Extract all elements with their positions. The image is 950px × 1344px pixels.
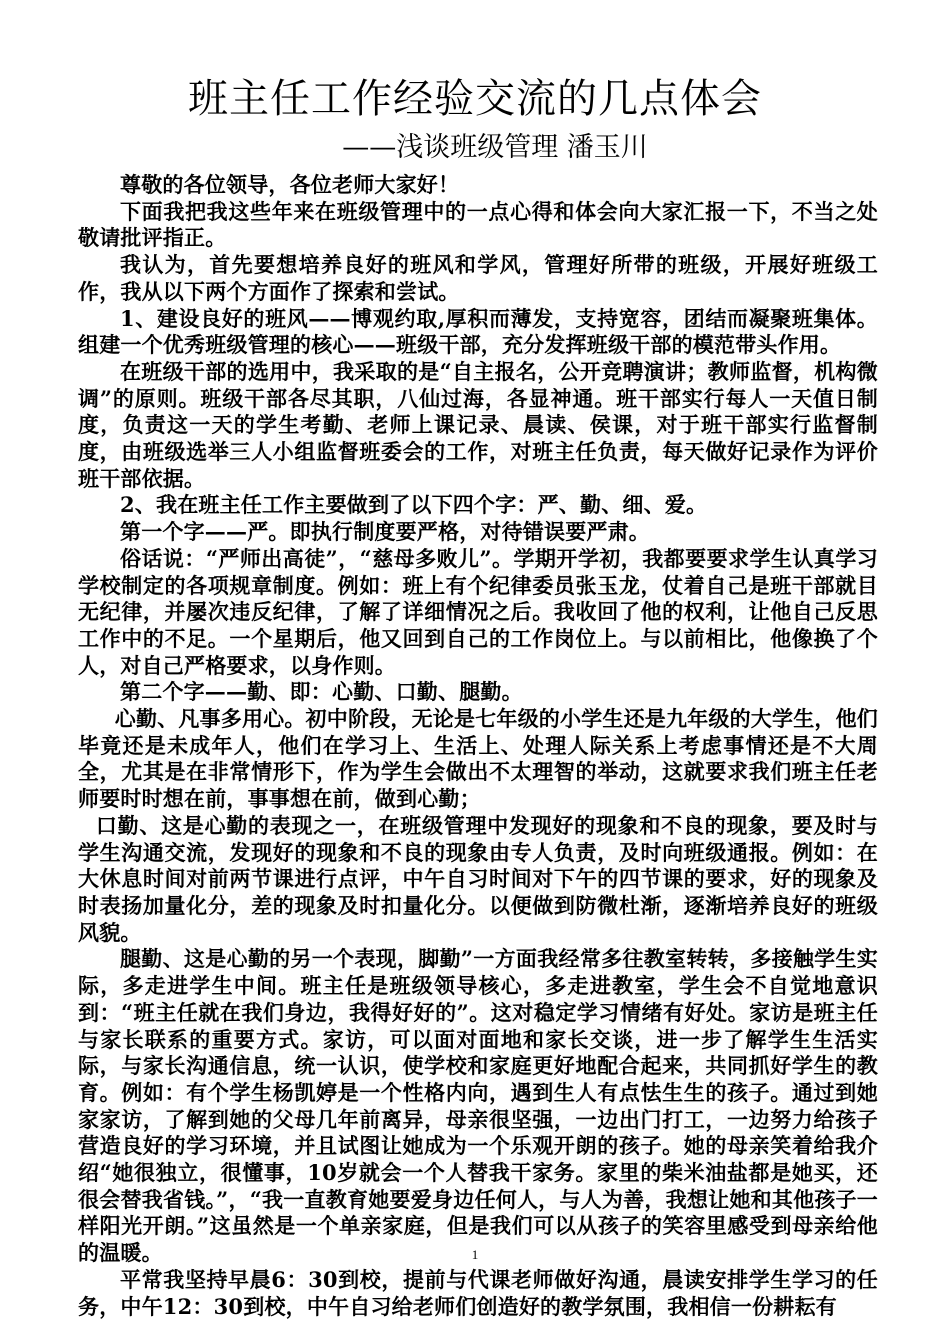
paragraph-leg-diligence: 腿勤、这是心勤的另一个表现，脚勤”一方面我经常多往教室转转，多接触学生实际，多走进学生中间。班主任是班级领导核心，多走进教室，学生会不自觉地意识到：“班主任就在我们身边，我得好好的”。这对稳定学习情绪有好处。家访是班主任与家长联系的重要方式。家访，可以面对面地和家长交谈，进一步了解学生生活实际，与家长沟通信息，统一认识，使学校和家庭更好地配合起来，共同抓好学生的教育。例如：有个学生杨凯婷是一个性格内向，遇到生人有点怯生生的孩子。通过到她家家访，了解到她的父母几年前离异，母亲很坚强，一边出门打工，一边努力给孩子营造良好的学习环境，并且试图让她成为一个乐观开朗的孩子。她的母亲笑着给我介绍“她很独立，很懂事，10岁就会一个人替我干家务。家里的柴米油盐都是她买，还很会替我省钱。”，“我一直教育她要爱身边任何人，与人为善，我想让她和其他孩子一样阳光开朗。”这虽然是一个单亲家庭，但是我们可以从孩子的笑容里感受到母亲给他的温暖。	[78, 946, 878, 1266]
paragraph-overview: 我认为，首先要想培养良好的班风和学风，管理好所带的班级，开展好班级工作，我从以下两个方面作了探索和尝试。	[78, 252, 878, 304]
page-subtitle: ——浅谈班级管理 潘玉川	[342, 132, 648, 163]
document-body	[78, 172, 878, 1320]
page-number: 1	[471, 1247, 479, 1262]
paragraph-daily-routine: 平常我坚持早晨6：30到校，提前与代课老师做好沟通，晨读安排学生学习的任务，中午12：30到校，中午自习给老师们创造好的教学氛围，我相信一份耕耘有	[78, 1266, 878, 1319]
page-title: 班主任工作经验交流的几点体会	[188, 76, 762, 122]
paragraph-intro: 下面我把我这些年来在班级管理中的一点心得和体会向大家汇报一下，不当之处敬请批评指正。	[78, 198, 878, 251]
paragraph-heart-diligence: 心勤、凡事多用心。初中阶段，无论是七年级的小学生还是九年级的大学生，他们毕竟还是未成年人，他们在学习上、生活上、处理人际关系上考虑事情还是不大周全，尤其是在非常情形下，作为学生会做出不太理智的举动，这就要求我们班主任老师要时时想在前，事事想在前，做到心勤；	[78, 706, 878, 812]
paragraph-section-2: 2、我在班主任工作主要做到了以下四个字：严、勤、细、爱。	[120, 492, 708, 518]
paragraph-diligent-heading: 第二个字——勤、即：心勤、口勤、腿勤。	[120, 679, 523, 705]
paragraph-strict-detail: 俗话说：“严师出高徒”，“慈母多败儿”。学期开学初，我都要要求学生认真学习学校制定的各项规章制度。例如：班上有个纪律委员张玉龙，仗着自己是班干部就目无纪律，并屡次违反纪律，了解了详细情况之后。我收回了他的权利，让他自己反思工作中的不足。一个星期后，他又回到自己的工作岗位上。与以前相比，他像换了个人，对自己严格要求，以身作则。	[78, 545, 878, 678]
paragraph-mouth-diligence: 口勤、这是心勤的表现之一，在班级管理中发现好的现象和不良的现象，要及时与学生沟通交流，发现好的现象和不良的现象由专人负责，及时向班级通报。例如：在大休息时间对前两节课进行点评，中午自习时间对下午的四节课的要求，好的现象及时表扬加量化分，差的现象及时扣量化分。以便做到防微杜渐，逐渐培养良好的班级风貌。	[78, 812, 878, 945]
paragraph-section-1: 1、建设良好的班风——博观约取,厚积而薄发，支持宽容，团结而凝聚班集体。组建一个优秀班级管理的核心——班级干部，充分发挥班级干部的模范带头作用。	[78, 305, 878, 358]
paragraph-cadre-selection: 在班级干部的选用中，我采取的是“自主报名，公开竞聘演讲；教师监督，机构微调”的原则。班级干部各尽其职，八仙过海，各显神通。班干部实行每人一天值日制度，负责这一天的学生考勤、老师上课记录、晨读、侯课，对于班干部实行监督制度，由班级选举三人小组监督班委会的工作，对班主任负责，每天做好记录作为评价班干部依据。	[78, 358, 878, 491]
paragraph-greeting: 尊敬的各位领导，各位老师大家好！	[120, 172, 460, 197]
paragraph-strict-heading: 第一个字——严。即执行制度要严格，对待错误要严肃。	[120, 519, 650, 545]
